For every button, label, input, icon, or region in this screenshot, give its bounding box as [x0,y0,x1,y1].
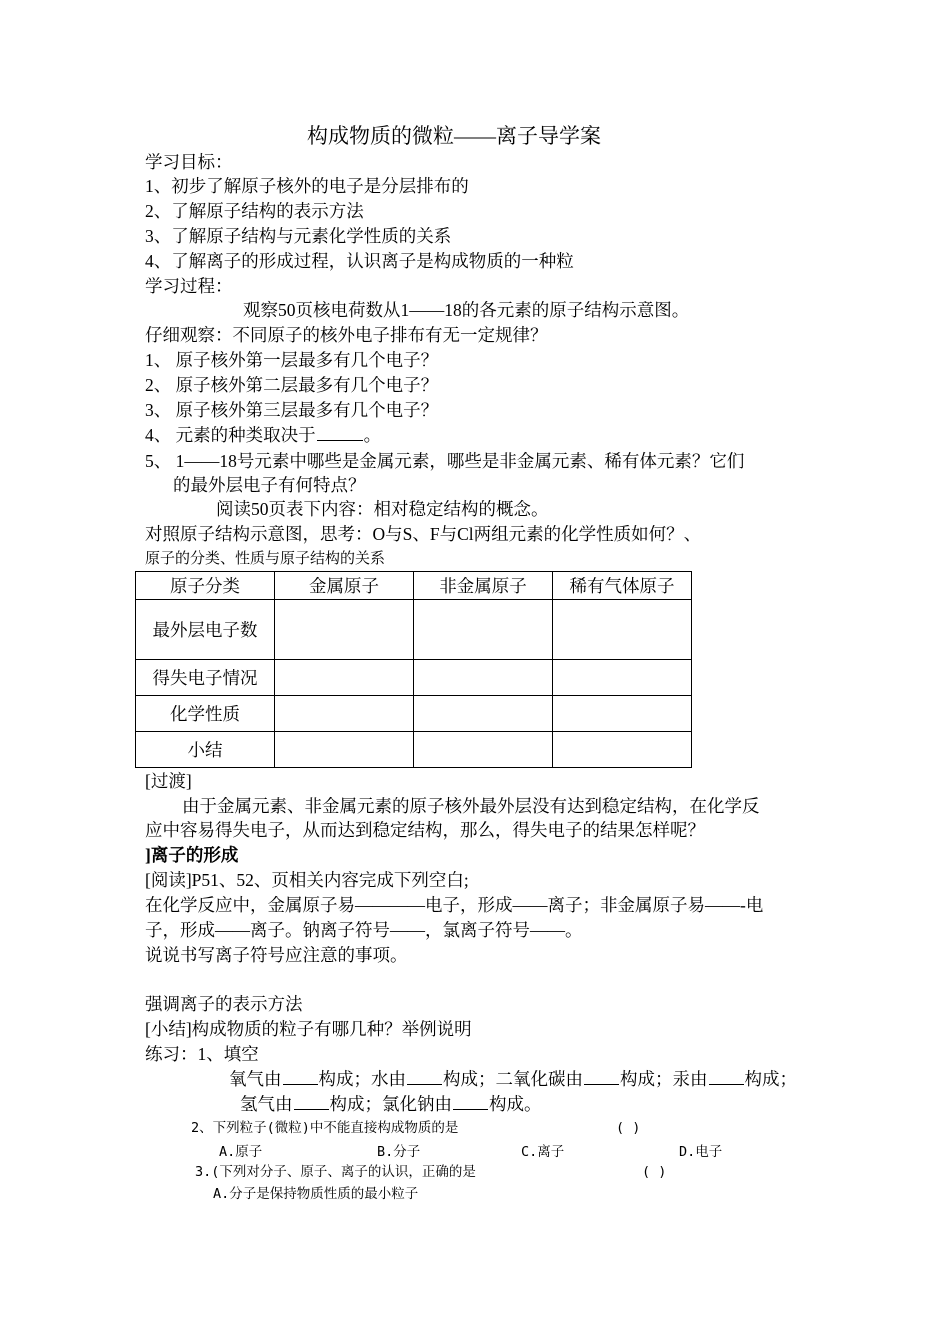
option-d[interactable]: D.电子 [679,1144,723,1160]
option-a[interactable]: A.原子 [219,1144,263,1160]
answer-paren[interactable]: ( ) [642,1164,667,1180]
table-cell[interactable] [275,696,414,732]
table-header-cell: 原子分类 [136,572,275,600]
question-4 [145,423,381,447]
objective-item: 2、了解原子结构的表示方法 [145,201,364,221]
objective-item: 1、初步了解原子核外的电子是分层排布的 [145,176,469,196]
table-cell[interactable] [553,600,692,660]
question-5-line2: 的最外层电子有何特点？ [173,475,366,495]
answer-blank[interactable] [283,1068,318,1085]
emphasis-line: 强调离子的表示方法 [145,994,303,1014]
table-row [136,696,692,732]
fill-text: 构成；二氧化碳由 [443,1069,583,1089]
fill-blank-line1 [229,1067,797,1091]
fill-text: 构成；汞由 [620,1069,708,1089]
question-5-line1: 5、 1——18号元素中哪些是金属元素，哪些是非金属元素、稀有体元素？它们 [145,451,745,471]
fill-text: 构成；水由 [318,1069,406,1089]
answer-paren[interactable]: ( ) [616,1120,641,1136]
table-caption: 原子的分类、性质与原子结构的关系 [145,551,386,567]
objective-item: 4、了解离子的形成过程，认识离子是构成物质的一种粒 [145,251,574,271]
fill-text: 构成；氯化钠由 [329,1094,452,1114]
fill-text: 氧气由 [229,1069,282,1089]
fill-blank-line2 [240,1092,542,1116]
page-title: 构成物质的微粒——离子导学案 [307,124,601,148]
objective-item: 3、了解原子结构与元素化学性质的关系 [145,226,452,246]
summary-line: [小结]构成物质的粒子有哪几种？举例说明 [145,1019,472,1039]
question-4-text: 4、 元素的种类取决于 [145,425,316,445]
answer-blank[interactable] [407,1068,442,1085]
table-header-row [136,572,692,600]
table-cell[interactable] [414,660,553,696]
answer-blank[interactable] [317,424,363,441]
atom-classification-table [135,571,692,768]
formation-line3: 说说书写离子符号应注意的事项。 [145,945,408,965]
table-cell[interactable] [553,696,692,732]
careful-observation: 仔细观察：不同原子的核外电子排布有无一定规律？ [145,325,548,345]
row-label: 化学性质 [136,696,275,732]
table-cell[interactable] [275,732,414,768]
option-c[interactable]: C.离子 [521,1144,565,1160]
table-cell[interactable] [275,660,414,696]
table-cell[interactable] [553,660,692,696]
question-2: 2、 原子核外第二层最多有几个电子？ [145,375,439,395]
table-cell[interactable] [414,600,553,660]
transition-label: [过渡] [145,771,192,791]
answer-blank[interactable] [294,1093,329,1110]
table-cell[interactable] [414,696,553,732]
table-header-cell: 非金属原子 [414,572,553,600]
table-cell[interactable] [553,732,692,768]
contrast-question: 对照原子结构示意图，思考：O与S、F与Cl两组元素的化学性质如何？、 [145,524,702,544]
formation-heading: ]离子的形成 [145,845,239,865]
question-3-stem: 3.(下列对分子、原子、离子的认识，正确的是 [195,1164,476,1180]
formation-line1: 在化学反应中，金属原子易————电子，形成——离子；非金属原子易——-电 [145,895,764,915]
row-label: 小结 [136,732,275,768]
table-cell[interactable] [414,732,553,768]
transition-line2: 应中容易得失电子，从而达到稳定结构，那么，得失电子的结果怎样呢？ [145,820,705,840]
table-header-cell: 金属原子 [275,572,414,600]
formation-read: [阅读]P51、52、页相关内容完成下列空白; [145,870,469,890]
formation-line2: 子，形成——离子。钠离子符号——，氯离子符号——。 [145,920,583,940]
question-1: 1、 原子核外第一层最多有几个电子？ [145,350,439,370]
observe-instruction: 观察50页核电荷数从1——18的各元素的原子结构示意图。 [243,300,690,320]
answer-blank[interactable] [453,1093,488,1110]
table-cell[interactable] [275,600,414,660]
table-row [136,600,692,660]
answer-blank[interactable] [584,1068,619,1085]
objectives-heading: 学习目标： [145,152,233,172]
option-b[interactable]: B.分子 [377,1144,421,1160]
fill-text: 构成； [744,1069,797,1089]
question-2-stem: 2、下列粒子(微粒)中不能直接构成物质的是 [191,1120,459,1136]
process-heading: 学习过程： [145,276,233,296]
row-label: 得失电子情况 [136,660,275,696]
fill-text: 构成。 [489,1094,542,1114]
table-row [136,732,692,768]
option-a[interactable]: A.分子是保持物质性质的最小粒子 [213,1186,419,1202]
exercise-heading: 练习：1、填空 [145,1044,259,1064]
question-4-end: 。 [363,425,382,445]
fill-text: 氢气由 [240,1094,293,1114]
row-label: 最外层电子数 [136,600,275,660]
table-row [136,660,692,696]
read-instruction: 阅读50页表下内容：相对稳定结构的概念。 [216,499,549,519]
answer-blank[interactable] [709,1068,744,1085]
table-header-cell: 稀有气体原子 [553,572,692,600]
question-3: 3、 原子核外第三层最多有几个电子？ [145,400,439,420]
transition-line1: 由于金属元素、非金属元素的原子核外最外层没有达到稳定结构，在化学反 [182,796,760,816]
